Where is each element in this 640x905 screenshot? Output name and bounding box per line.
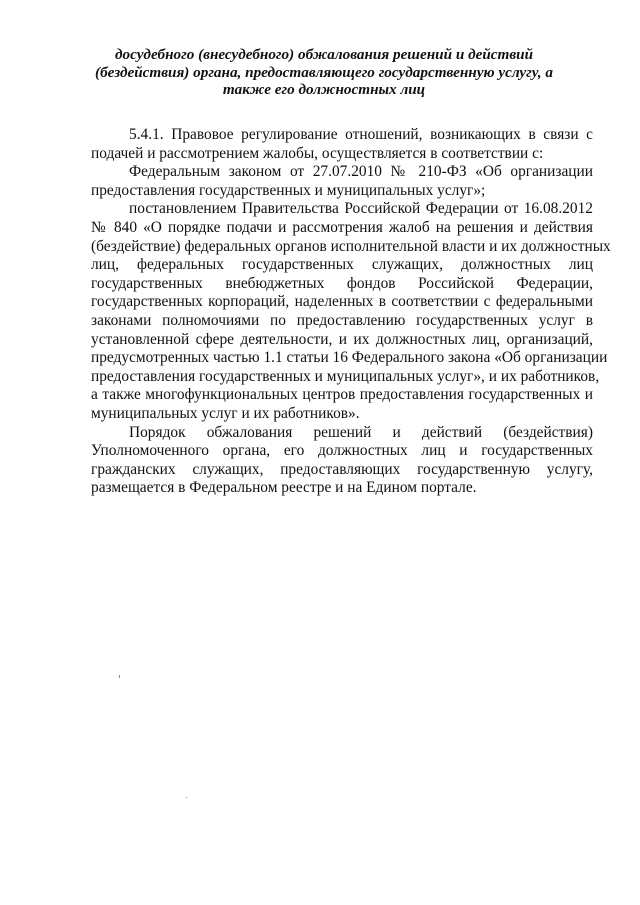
scan-speck xyxy=(186,797,187,798)
text-line: подачей и рассмотрением жалобы, осуществляется в соответствии с: xyxy=(91,144,544,162)
text-line: установленной сфере деятельности, и их должностных лиц, организаций, xyxy=(91,330,593,348)
text-line: Федеральным законом от 27.07.2010 № 210-ФЗ «Об организации xyxy=(129,163,593,181)
text-line: (бездействие) федеральных органов исполнительной власти и их должностных xyxy=(91,237,611,255)
text-line: Уполномоченного органа, его должностных лиц и государственных xyxy=(91,442,593,460)
text-line: № 840 «О порядке подачи и рассмотрения жалоб на решения и действия xyxy=(91,218,593,236)
text-line: предоставления государственных и муниципальных услуг», и их работников, xyxy=(91,367,600,385)
text-line: государственных внебюджетных фондов Российской Федерации, xyxy=(91,274,593,292)
text-line: предусмотренных частью 1.1 статьи 16 Федерального закона «Об организации xyxy=(91,349,608,367)
text-line: размещается в Федеральном реестре и на Едином портале. xyxy=(91,479,477,497)
body-text xyxy=(91,126,611,498)
scan-speck xyxy=(119,675,120,678)
heading-line: также его должностных лиц xyxy=(222,81,426,98)
text-line: Порядок обжалования решений и действий (бездействия) xyxy=(129,423,593,441)
heading-line: (бездействия) органа, предоставляющего государственную услугу, а xyxy=(95,63,553,81)
text-line: муниципальных услуг и их работников». xyxy=(91,404,360,422)
text-line: гражданских служащих, предоставляющих государственную услугу, xyxy=(91,460,593,478)
text-line: а также многофункциональных центров предоставления государственных и xyxy=(91,386,593,404)
text-line: законами полномочиями по предоставлению государственных услуг в xyxy=(91,311,593,329)
paragraph-legal-regulation xyxy=(91,126,593,163)
text-line: предоставления государственных и муниципальных услуг»; xyxy=(91,181,486,199)
text-line: лиц, федеральных государственных служащих, должностных лиц xyxy=(91,256,593,274)
text-line: государственных корпораций, наделенных в соответствии с федеральными xyxy=(91,293,593,311)
paragraph-appeal-procedure xyxy=(91,424,593,498)
section-heading xyxy=(92,46,556,99)
text-line: 5.4.1. Правовое регулирование отношений, возникающих в связи с xyxy=(129,126,593,143)
paragraph-federal-law xyxy=(91,163,593,200)
text-line: постановлением Правительства Российской Федерации от 16.08.2012 xyxy=(129,200,593,218)
heading-line: досудебного (внесудебного) обжалования решений и действий xyxy=(114,46,534,63)
paragraph-government-decree xyxy=(91,200,611,423)
